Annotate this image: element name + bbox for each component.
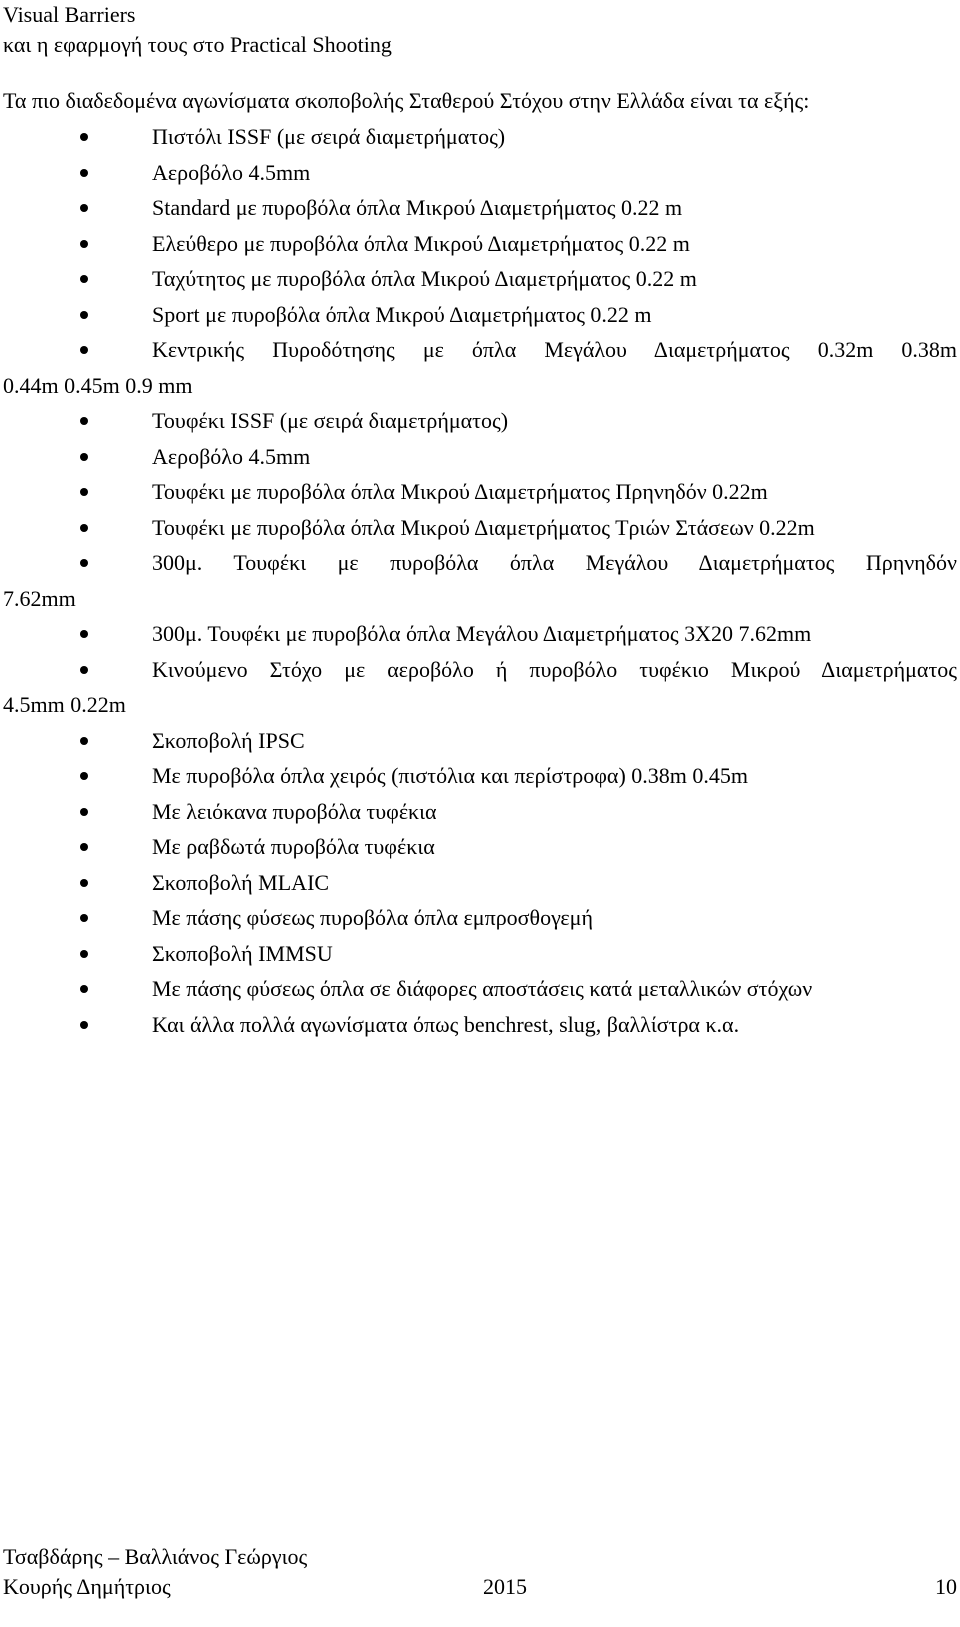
list-item (0, 155, 960, 191)
bullet-icon (80, 133, 88, 141)
list-item (0, 474, 960, 510)
list-item (0, 616, 960, 652)
bullet-icon (80, 204, 88, 212)
list-item (0, 652, 960, 723)
list-item-text: Σκοποβολή IPSC (152, 727, 305, 753)
footer-author-2: Κουρής Δημήτριος (3, 1574, 171, 1599)
list-item-text-line1: Κεντρικής Πυροδότησης με όπλα Μεγάλου Διαμετρήματος 0.32m 0.38m (152, 337, 957, 362)
bullet-icon (80, 417, 88, 425)
header-subtitle: και η εφαρμογή τους στο Practical Shooting (3, 32, 392, 57)
bullet-icon (80, 169, 88, 177)
header-title: Visual Barriers (3, 2, 136, 27)
bullet-icon (80, 346, 88, 354)
footer-row (3, 1572, 957, 1602)
list-item (0, 403, 960, 439)
bullet-icon (80, 772, 88, 780)
list-item (0, 829, 960, 865)
footer-year: 2015 (483, 1574, 527, 1599)
bullet-icon (80, 843, 88, 851)
list-item-text: Πιστόλι ISSF (με σειρά διαμετρήματος) (152, 124, 506, 149)
list-item-text-line1: 300μ. Τουφέκι με πυροβόλα όπλα Μεγάλου Διαμετρήματος Πρηνηδόν (152, 550, 957, 575)
list-item (0, 545, 960, 616)
list-item-text: Ταχύτητος με πυροβόλα όπλα Μικρού Διαμετρήματος 0.22 m (152, 266, 697, 291)
bullet-icon (80, 808, 88, 816)
list-item-text-line2: 4.5mm 0.22m (3, 692, 126, 717)
list-item-text: Με ραβδωτά πυροβόλα τυφέκια (152, 834, 435, 859)
list-item (0, 297, 960, 333)
bullet-icon (80, 737, 88, 745)
list-item-text: Με πυροβόλα όπλα χειρός (πιστόλια και περίστροφα) 0.38m 0.45m (152, 763, 749, 788)
list-item-text: Σκοποβολή MLAIC (152, 869, 330, 895)
list-item-text: Τουφέκι ISSF (με σειρά διαμετρήματος) (152, 408, 509, 433)
list-item (0, 190, 960, 226)
list-item (0, 900, 960, 936)
list-item (0, 758, 960, 794)
list-item-text: Sport με πυροβόλα όπλα Μικρού Διαμετρήματος 0.22 m (152, 301, 652, 327)
list-item (0, 936, 960, 972)
list-item-text-line2: 7.62mm (3, 585, 76, 611)
list-item-text: Με πάσης φύσεως πυροβόλα όπλα εμπροσθογεμή (152, 905, 593, 930)
list-item-text: Τουφέκι με πυροβόλα όπλα Μικρού Διαμετρήματος Τριών Στάσεων 0.22m (152, 514, 815, 540)
list-item (0, 261, 960, 297)
events-list (0, 119, 960, 1042)
bullet-icon (80, 879, 88, 887)
list-item (0, 1007, 960, 1043)
list-item-text: Με λειόκανα πυροβόλα τυφέκια (152, 798, 437, 824)
bullet-icon (80, 914, 88, 922)
bullet-icon (80, 1021, 88, 1029)
list-item-text: Standard με πυροβόλα όπλα Μικρού Διαμετρήματος 0.22 m (152, 195, 683, 220)
bullet-icon (80, 630, 88, 638)
list-item (0, 119, 960, 155)
bullet-icon (80, 453, 88, 461)
bullet-icon (80, 559, 88, 567)
list-item (0, 226, 960, 262)
footer-author-1: Τσαβδάρης – Βαλλιάνος Γεώργιος (3, 1544, 308, 1569)
bullet-icon (80, 311, 88, 319)
list-item-text: Αεροβόλο 4.5mm (152, 443, 311, 469)
list-item-text-line1: Κινούμενο Στόχο με αεροβόλο ή πυροβόλο τυφέκιο Μικρού Διαμετρήματος (152, 656, 957, 682)
intro-paragraph: Τα πιο διαδεδομένα αγωνίσματα σκοποβολής Σταθερού Στόχου στην Ελλάδα είναι τα εξής: (3, 88, 810, 113)
list-item (0, 723, 960, 759)
list-item (0, 510, 960, 546)
bullet-icon (80, 985, 88, 993)
list-item (0, 439, 960, 475)
list-item-text: Τουφέκι με πυροβόλα όπλα Μικρού Διαμετρήματος Πρηνηδόν 0.22m (152, 479, 768, 504)
list-item (0, 794, 960, 830)
bullet-icon (80, 275, 88, 283)
page-number: 10 (935, 1574, 957, 1599)
list-item (0, 332, 960, 403)
bullet-icon (80, 524, 88, 532)
list-item (0, 865, 960, 901)
bullet-icon (80, 950, 88, 958)
bullet-icon (80, 488, 88, 496)
page-header (3, 0, 392, 60)
list-item-text-line2: 0.44m 0.45m 0.9 mm (3, 372, 193, 398)
list-item-text: Και άλλα πολλά αγωνίσματα όπως benchrest, slug, βαλλίστρα κ.α. (152, 1011, 740, 1037)
bullet-icon (80, 240, 88, 248)
list-item-text: Σκοποβολή IMMSU (152, 940, 333, 966)
list-item-text: Με πάσης φύσεως όπλα σε διάφορες αποστάσεις κατά μεταλλικών στόχων (152, 976, 813, 1001)
page-footer (3, 1542, 957, 1602)
list-item-text: Ελεύθερο με πυροβόλα όπλα Μικρού Διαμετρήματος 0.22 m (152, 230, 690, 256)
bullet-icon (80, 666, 88, 674)
list-item-text: 300μ. Τουφέκι με πυροβόλα όπλα Μεγάλου Διαμετρήματος 3Χ20 7.62mm (152, 621, 812, 646)
list-item-text: Αεροβόλο 4.5mm (152, 159, 311, 185)
list-item (0, 971, 960, 1007)
